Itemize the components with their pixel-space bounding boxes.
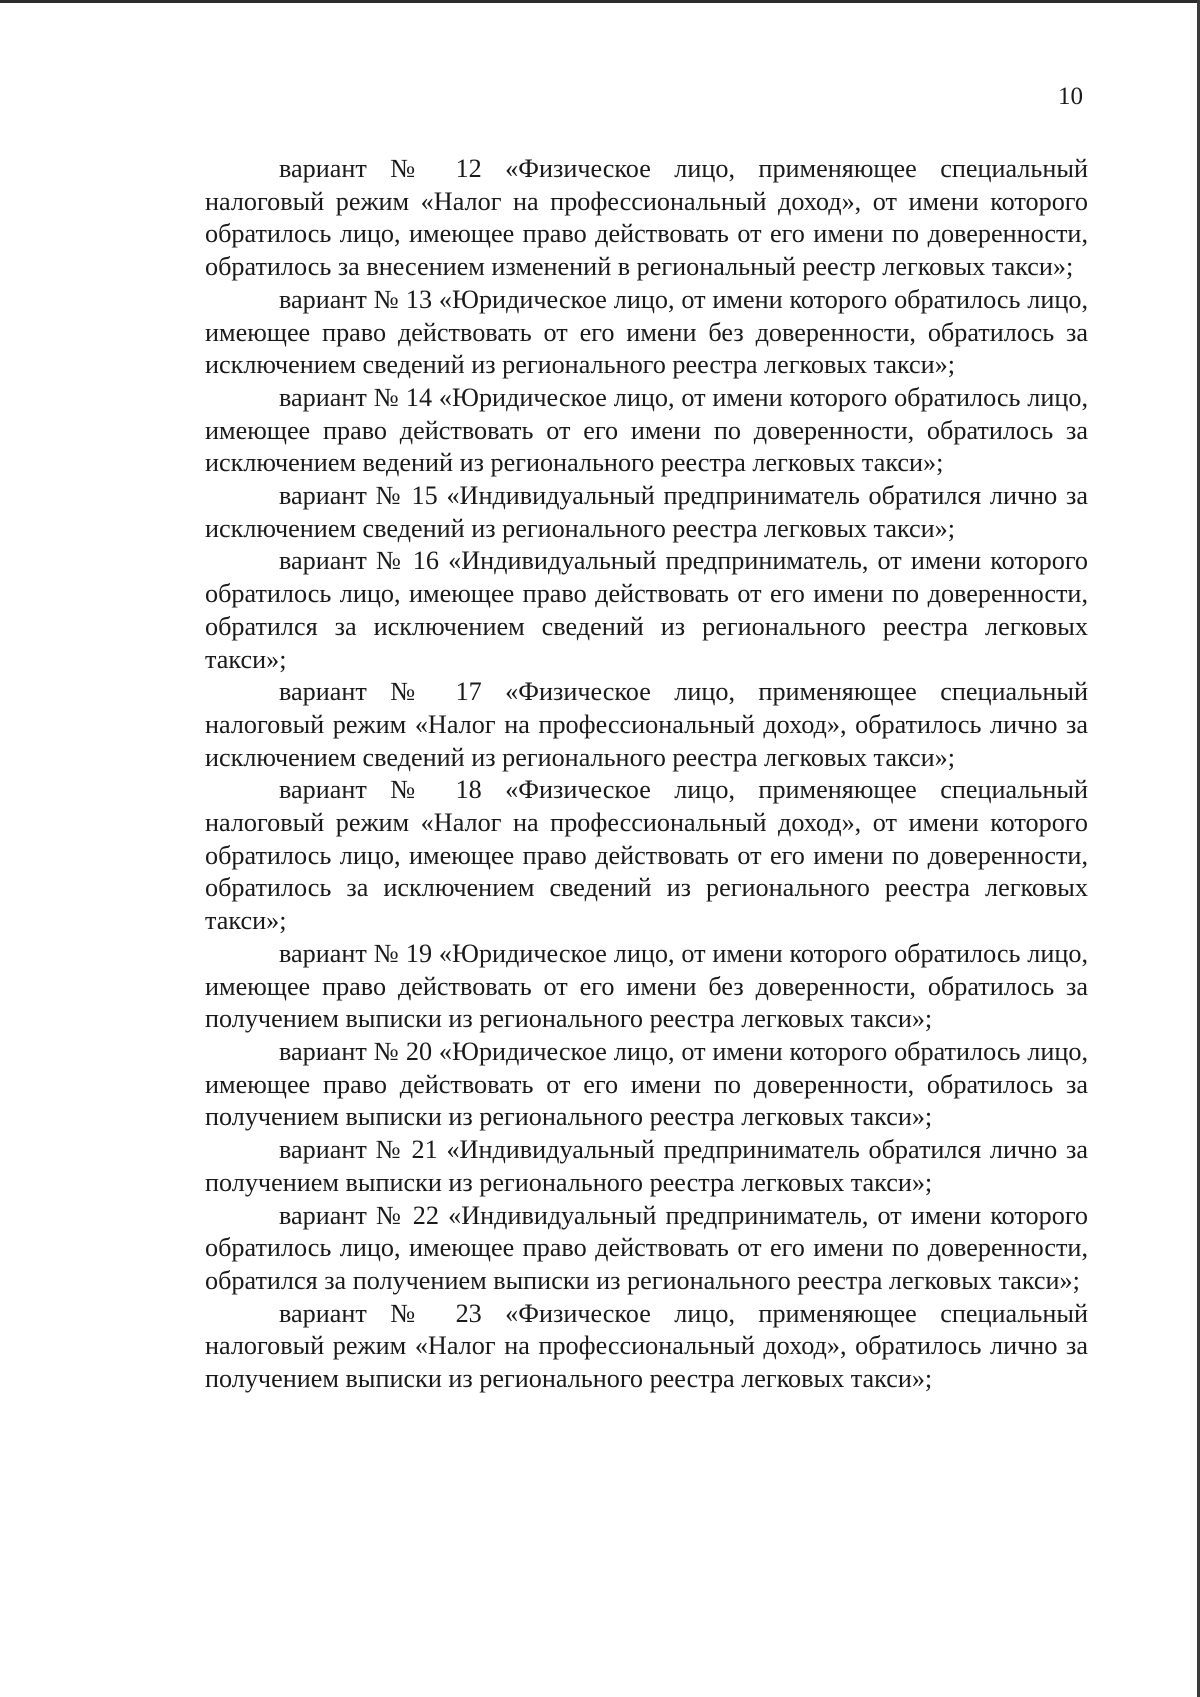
paragraph-variant-12: вариант № 12 «Физическое лицо, применяющее специальный налоговый режим «Налог на профессиональный доход», от имени которого обратилось лицо, имеющее право действовать от его имени по доверенности, обратилось за внесением изменений в региональный реестр легковых такси»; xyxy=(205,154,1088,282)
paragraph-variant-23: вариант № 23 «Физическое лицо, применяющее специальный налоговый режим «Налог на профессиональный доход», обратилось лично за получением выписки из регионального реестра легковых такси»; xyxy=(205,1298,1088,1394)
paragraph-variant-20: вариант № 20 «Юридическое лицо, от имени которого обратилось лицо, имеющее право действовать от его имени по доверенности, обратилось за получением выписки из регионального реестра легковых такси»; xyxy=(205,1036,1088,1132)
paragraph-variant-18: вариант № 18 «Физическое лицо, применяющее специальный налоговый режим «Налог на профессиональный доход», от имени которого обратилось лицо, имеющее право действовать от его имени по доверенности, обратилось за исключением сведений из регионального реестра легковых такси»; xyxy=(205,775,1088,936)
paragraph-variant-17: вариант № 17 «Физическое лицо, применяющее специальный налоговый режим «Налог на профессиональный доход», обратилось лично за исключением сведений из регионального реестра легковых такси»; xyxy=(205,677,1088,772)
page-number: 10 xyxy=(1058,83,1083,110)
document-body xyxy=(205,153,1088,1396)
paragraph-variant-22: вариант № 22 «Индивидуальный предприниматель, от имени которого обратилось лицо, имеющее право действовать от его имени по доверенности, обратился за получением выписки из регионального реестра легковых такси»; xyxy=(205,1200,1088,1295)
paragraph-variant-21: вариант № 21 «Индивидуальный предприниматель обратился лично за получением выписки из регионального реестра легковых такси»; xyxy=(205,1135,1088,1197)
scan-edge-top xyxy=(0,0,1200,3)
paragraph-variant-13: вариант № 13 «Юридическое лицо, от имени которого обратилось лицо, имеющее право действовать от его имени без доверенности, обратилось за исключением сведений из регионального реестра легковых такси»; xyxy=(205,284,1088,380)
paragraph-variant-16: вариант № 16 «Индивидуальный предприниматель, от имени которого обратилось лицо, имеющее право действовать от его имени по доверенности, обратился за исключением сведений из регионального реестра легковых такси»; xyxy=(205,546,1088,674)
paragraph-variant-15: вариант № 15 «Индивидуальный предприниматель обратился лично за исключением сведений из регионального реестра легковых такси»; xyxy=(205,481,1088,543)
paragraph-variant-14: вариант № 14 «Юридическое лицо, от имени которого обратилось лицо, имеющее право действовать от его имени по доверенности, обратилось за исключением ведений из регионального реестра легковых такси»; xyxy=(205,382,1088,478)
paragraph-variant-19: вариант № 19 «Юридическое лицо, от имени которого обратилось лицо, имеющее право действовать от его имени без доверенности, обратилось за получением выписки из регионального реестра легковых такси»; xyxy=(205,938,1088,1034)
